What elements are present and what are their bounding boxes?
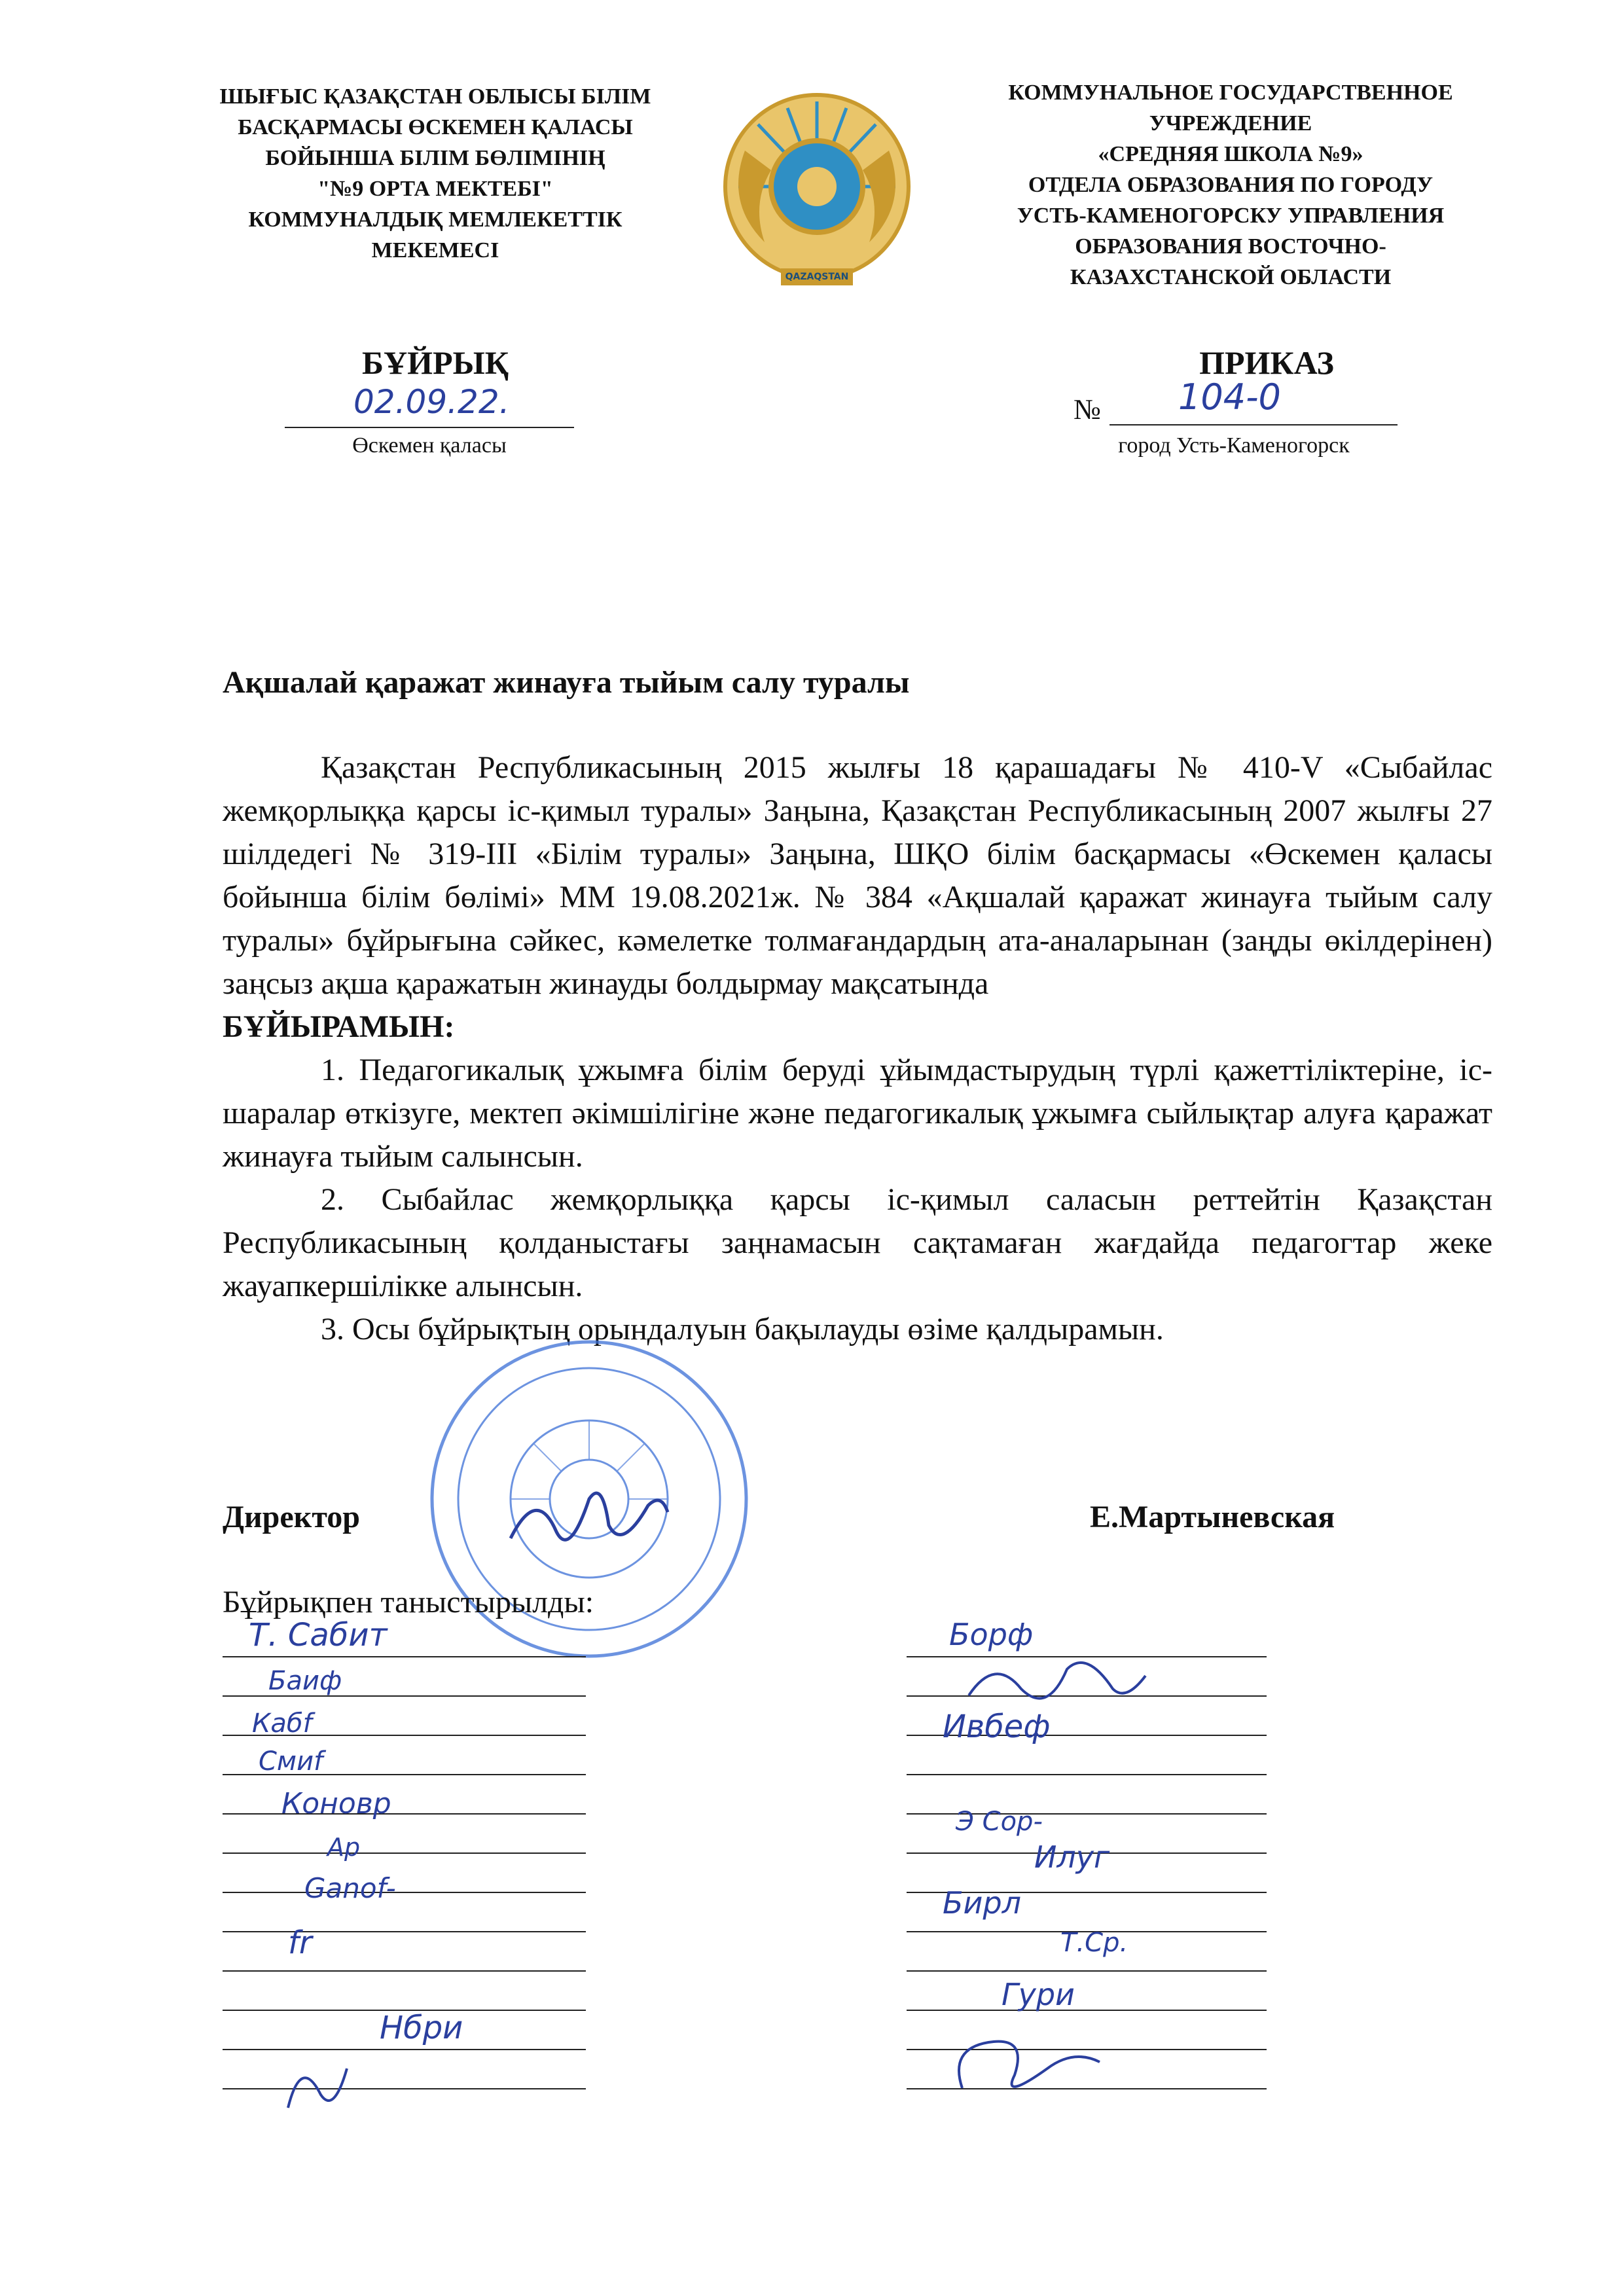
preamble-paragraph: Қазақстан Республикасының 2015 жылғы 18 қарашадағы № 410-V «Сыбайлас жемқорлыққа қарсы іс-қимыл туралы» Заңына, Қазақстан Республикасының 2007 жылғы 27 шілдедегі № 319-ІІІ «Білім туралы» Заңына, ШҚО білім басқармасы «Өскемен қаласы бойынша білім бөлімі» ММ 19.08.2021ж. № 384 «Ақшалай қаражат жинауға тыйым салу туралы» бұйрығына сәйкес, кәмелетке толмағандардың ата-аналарынан (заңды өкілдерінен) заңсыз ақша қаражатын жинауды болдырмау мақсатында (223, 750, 1492, 1001)
signature-line (223, 1656, 586, 1657)
header-left-line: КОММУНАЛДЫҚ МЕМЛЕКЕТТІК (248, 208, 623, 232)
order-title-ru: ПРИКАЗ (1199, 344, 1334, 381)
signature-line (223, 1852, 586, 1854)
handwritten-signature: Илуг (1034, 1839, 1110, 1875)
handwritten-signature: Смиf (259, 1746, 323, 1777)
acquaintance-label: Бұйрықпен таныстырылды: (223, 1585, 594, 1619)
header-right-line: КАЗАХСТАНСКОЙ ОБЛАСТИ (1070, 265, 1392, 289)
header-right-line: «СРЕДНЯЯ ШКОЛА №9» (1098, 142, 1363, 166)
handwritten-signature: Ивбеф (943, 1708, 1051, 1745)
signature-scribble (275, 2036, 406, 2121)
number-prefix: № (1074, 393, 1101, 425)
order-item: 2. Сыбайлас жемқорлыққа қарсы іс-қимыл саласын реттейтін Қазақстан Республикасының қолданыстағы заңнамасын сақтамаған жағдайда педагогтар жеке жауапкершілікке алынсын. (223, 1182, 1492, 1303)
signature-line (223, 1931, 586, 1932)
order-item: 1. Педагогикалық ұжымға білім беруді ұйымдастырудың түрлі қажеттіліктеріне, іс-шаралар өткізуге, мектеп әкімшілігіне және педагогикалық ұжымға сыйлықтар алуға қаражат жинауға тыйым салынсын. (223, 1053, 1492, 1174)
header-right-ru (936, 77, 1525, 293)
signature-line (223, 1813, 586, 1815)
order-title-kz: БҰЙРЫҚ (362, 344, 509, 381)
handwritten-signature: Борф (949, 1617, 1034, 1652)
order-number-handwritten: 104-0 (1178, 376, 1281, 418)
signature-line (223, 1970, 586, 1972)
state-emblem (719, 72, 915, 308)
signature-scribble (956, 1650, 1152, 1715)
header-right-line: КОММУНАЛЬНОЕ ГОСУДАРСТВЕННОЕ (1008, 81, 1453, 105)
handwritten-signature: fr (288, 1925, 312, 1961)
header-left-line: МЕКЕМЕСІ (371, 238, 499, 262)
signature-line (907, 2010, 1267, 2011)
header-right-line: УЧРЕЖДЕНИЕ (1149, 111, 1312, 136)
city-ru: город Усть-Каменогорск (1118, 433, 1350, 458)
date-underline (285, 427, 574, 428)
signature-line (223, 1892, 586, 1893)
handwritten-signature: Т.Ср. (1060, 1928, 1128, 1958)
handwritten-signature: Э Сор- (956, 1807, 1043, 1837)
handwritten-signature: Ар (327, 1833, 361, 1862)
handwritten-signature: Кабf (252, 1708, 312, 1739)
handwritten-signature: Нбри (380, 2010, 463, 2046)
number-underline (1110, 424, 1398, 425)
signature-line (907, 1970, 1267, 1972)
order-date-handwritten: 02.09.22. (353, 383, 510, 421)
header-right-line: УСТЬ-КАМЕНОГОРСКУ УПРАВЛЕНИЯ (1017, 204, 1445, 228)
handwritten-signature: Баиф (268, 1666, 342, 1696)
signature-scribble (943, 2023, 1113, 2101)
handwritten-signature: Коновр (281, 1787, 391, 1820)
handwritten-signature: Т. Сабит (249, 1617, 388, 1653)
emblem-caption: QAZAQSTAN (785, 272, 849, 282)
header-left-line: ШЫҒЫС ҚАЗАҚСТАН ОБЛЫСЫ БІЛІМ (219, 84, 651, 109)
handwritten-signature: Ganof- (304, 1872, 396, 1904)
header-right-line: ОТДЕЛА ОБРАЗОВАНИЯ ПО ГОРОДУ (1028, 173, 1434, 197)
document-subject: Ақшалай қаражат жинауға тыйым салу туралы (223, 665, 910, 700)
city-kz: Өскемен қаласы (352, 433, 507, 458)
signatory-name: Е.Мартыневская (1090, 1500, 1335, 1534)
signatory-role: Директор (223, 1500, 360, 1534)
document-body (223, 746, 1492, 1351)
order-item: 3. Осы бұйрықтың орындалуын бақылауды өзіме қалдырамын. (321, 1312, 1164, 1346)
header-left-line: БОЙЫНША БІЛІМ БӨЛІМІНІҢ (265, 146, 605, 170)
handwritten-signature: Бирл (943, 1885, 1022, 1921)
header-right-line: ОБРАЗОВАНИЯ ВОСТОЧНО- (1075, 234, 1386, 259)
header-left-line: БАСҚАРМАСЫ ӨСКЕМЕН ҚАЛАСЫ (238, 115, 633, 139)
order-word: БҰЙЫРАМЫН: (223, 1009, 455, 1044)
header-left-line: "№9 ОРТА МЕКТЕБІ" (317, 177, 553, 201)
signature-line (907, 1774, 1267, 1775)
handwritten-signature: Гури (1001, 1977, 1075, 2012)
director-signature-scribble (497, 1473, 681, 1558)
header-left-kz (154, 81, 717, 266)
